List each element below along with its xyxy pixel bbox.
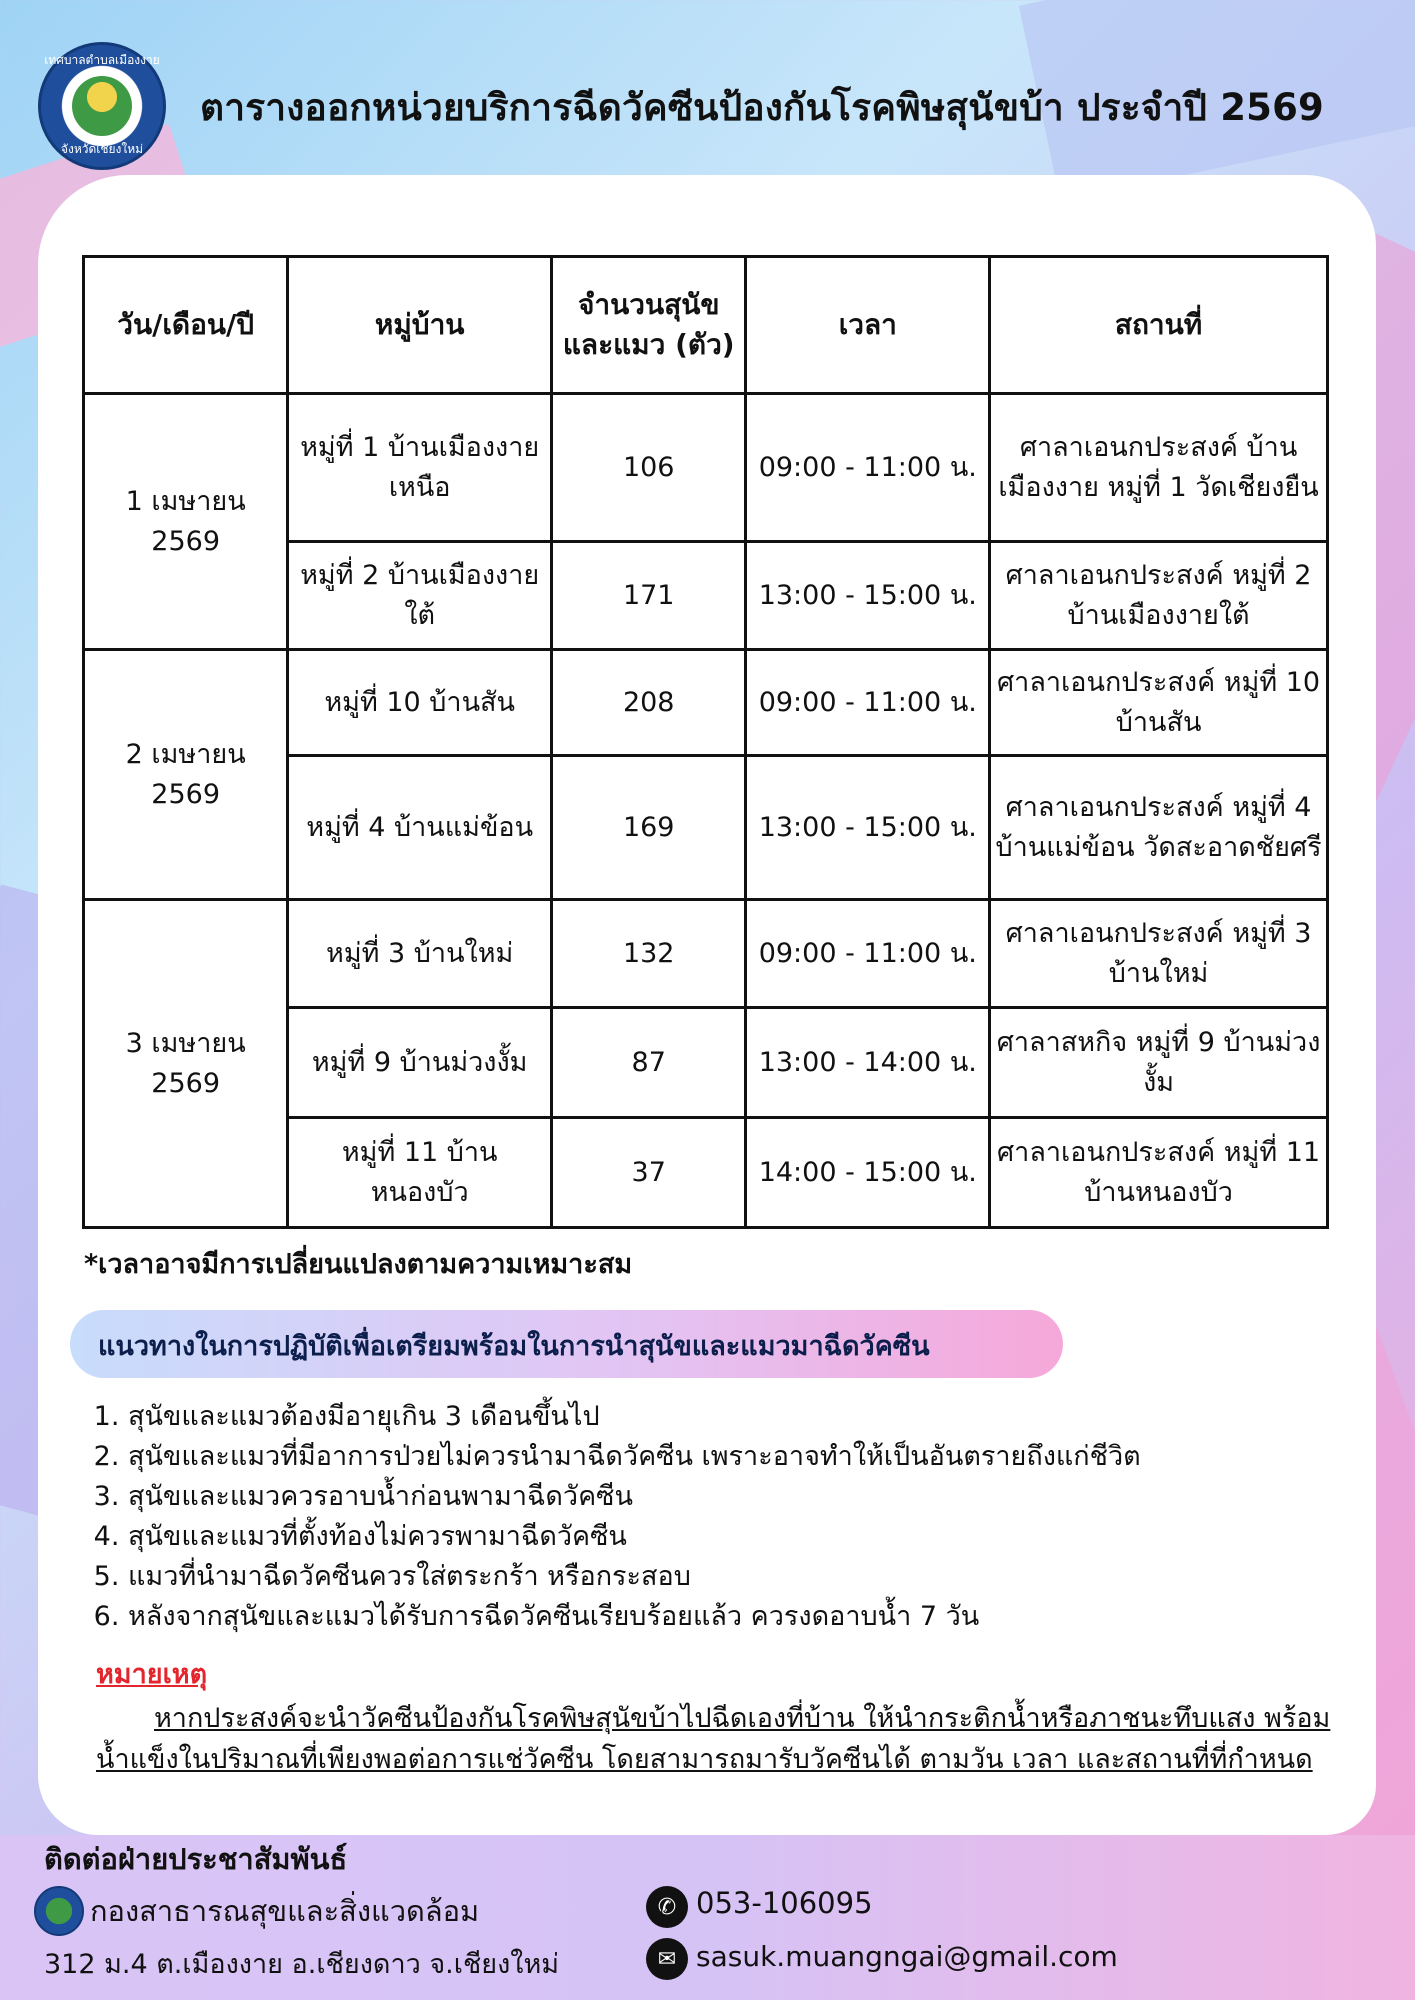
contact-heading: ติดต่อฝ่ายประชาสัมพันธ์ xyxy=(44,1842,348,1876)
count-cell: 171 xyxy=(552,542,746,650)
count-cell: 169 xyxy=(552,756,746,900)
logo-text-top: เทศบาลตำบลเมืองงาย xyxy=(44,53,160,67)
village-cell: หมู่ที่ 10 บ้านสัน xyxy=(288,650,552,756)
office-address: 312 ม.4 ต.เมืองงาย อ.เชียงดาว จ.เชียงใหม่ xyxy=(44,1949,560,1980)
schedule-table xyxy=(82,255,1329,1229)
office-logo-icon xyxy=(34,1886,84,1936)
remark-label: หมายเหตุ xyxy=(96,1659,208,1690)
list-item: 4. สุนัขและแมวที่ตั้งท้องไม่ควรพามาฉีดวัคซีน xyxy=(128,1517,1348,1557)
table-row xyxy=(84,650,1328,756)
date-cell: 3 เมษายน 2569 xyxy=(84,900,288,1228)
place-cell: ศาลาเอนกประสงค์ หมู่ที่ 4 บ้านแม่ข้อน วัดสะอาดชัยศรี xyxy=(990,756,1328,900)
list-item: 2. สุนัขและแมวที่มีอาการป่วยไม่ควรนำมาฉีดวัคซีน เพราะอาจทำให้เป็นอันตรายถึงแก่ชีวิต xyxy=(128,1437,1348,1477)
time-cell: 13:00 - 15:00 น. xyxy=(746,542,990,650)
guidelines-banner xyxy=(70,1310,1063,1378)
place-cell: ศาลาเอนกประสงค์ บ้านเมืองงาย หมู่ที่ 1 วัดเชียงยืน xyxy=(990,394,1328,542)
phone-number[interactable]: 053-106095 xyxy=(696,1886,873,1920)
guidelines-title: แนวทางในการปฏิบัติเพื่อเตรียมพร้อมในการนำสุนัขและแมวมาฉีดวัคซีน xyxy=(98,1331,930,1362)
header-date: วัน/เดือน/ปี xyxy=(84,257,288,394)
email-address[interactable]: sasuk.muangngai@gmail.com xyxy=(696,1940,1118,1973)
village-cell: หมู่ที่ 1 บ้านเมืองงายเหนือ xyxy=(288,394,552,542)
place-cell: ศาลาเอนกประสงค์ หมู่ที่ 10 บ้านสัน xyxy=(990,650,1328,756)
count-cell: 106 xyxy=(552,394,746,542)
table-row xyxy=(84,394,1328,542)
time-cell: 09:00 - 11:00 น. xyxy=(746,900,990,1008)
village-cell: หมู่ที่ 2 บ้านเมืองงายใต้ xyxy=(288,542,552,650)
village-cell: หมู่ที่ 3 บ้านใหม่ xyxy=(288,900,552,1008)
village-cell: หมู่ที่ 9 บ้านม่วงงั้ม xyxy=(288,1008,552,1118)
place-cell: ศาลาเอนกประสงค์ หมู่ที่ 3 บ้านใหม่ xyxy=(990,900,1328,1008)
page-title: ตารางออกหน่วยบริการฉีดวัคซีนป้องกันโรคพิษสุนัขบ้า ประจำปี 2569 xyxy=(200,86,1324,129)
time-change-note: *เวลาอาจมีการเปลี่ยนแปลงตามความเหมาะสม xyxy=(84,1249,633,1280)
time-cell: 13:00 - 15:00 น. xyxy=(746,756,990,900)
header-time: เวลา xyxy=(746,257,990,394)
count-cell: 87 xyxy=(552,1008,746,1118)
mail-icon: ✉ xyxy=(646,1938,688,1980)
time-cell: 14:00 - 15:00 น. xyxy=(746,1118,990,1228)
table-row xyxy=(84,900,1328,1008)
list-item: 5. แมวที่นำมาฉีดวัคซีนควรใส่ตระกร้า หรือกระสอบ xyxy=(128,1557,1348,1597)
list-item: 1. สุนัขและแมวต้องมีอายุเกิน 3 เดือนขึ้นไป xyxy=(128,1397,1348,1437)
phone-icon: ✆ xyxy=(646,1886,688,1928)
list-item: 3. สุนัขและแมวควรอาบน้ำก่อนพามาฉีดวัคซีน xyxy=(128,1477,1348,1517)
count-cell: 132 xyxy=(552,900,746,1008)
place-cell: ศาลาสหกิจ หมู่ที่ 9 บ้านม่วงงั้ม xyxy=(990,1008,1328,1118)
place-cell: ศาลาเอนกประสงค์ หมู่ที่ 2 บ้านเมืองงายใต้ xyxy=(990,542,1328,650)
header xyxy=(0,0,1415,175)
logo-text-bottom: จังหวัดเชียงใหม่ xyxy=(60,142,144,156)
municipality-logo xyxy=(38,42,166,170)
count-cell: 37 xyxy=(552,1118,746,1228)
office-name: กองสาธารณสุขและสิ่งแวดล้อม xyxy=(90,1894,480,1928)
date-cell: 1 เมษายน 2569 xyxy=(84,394,288,650)
guidelines-list xyxy=(92,1397,1348,1637)
time-cell: 09:00 - 11:00 น. xyxy=(746,650,990,756)
remark-text: หากประสงค์จะนำวัคซีนป้องกันโรคพิษสุนัขบ้าไปฉีดเองที่บ้าน ให้นำกระติกน้ำหรือภาชนะทึบแสง พร้อมน้ำแข็งในปริมาณที่เพียงพอต่อการแช่วัคซีน โดยสามารถมารับวัคซีนได้ ตามวัน เวลา และสถานที่ที่กำหนด xyxy=(96,1703,1331,1775)
table-header-row xyxy=(84,257,1328,394)
header-village: หมู่บ้าน xyxy=(288,257,552,394)
header-count: จำนวนสุนัขและแมว (ตัว) xyxy=(552,257,746,394)
list-item: 6. หลังจากสุนัขและแมวได้รับการฉีดวัคซีนเรียบร้อยแล้ว ควรงดอาบน้ำ 7 วัน xyxy=(128,1597,1348,1637)
time-cell: 13:00 - 14:00 น. xyxy=(746,1008,990,1118)
village-cell: หมู่ที่ 4 บ้านแม่ข้อน xyxy=(288,756,552,900)
time-cell: 09:00 - 11:00 น. xyxy=(746,394,990,542)
logo-emblem xyxy=(72,76,132,136)
village-cell: หมู่ที่ 11 บ้านหนองบัว xyxy=(288,1118,552,1228)
date-cell: 2 เมษายน 2569 xyxy=(84,650,288,900)
place-cell: ศาลาเอนกประสงค์ หมู่ที่ 11 บ้านหนองบัว xyxy=(990,1118,1328,1228)
header-place: สถานที่ xyxy=(990,257,1328,394)
count-cell: 208 xyxy=(552,650,746,756)
